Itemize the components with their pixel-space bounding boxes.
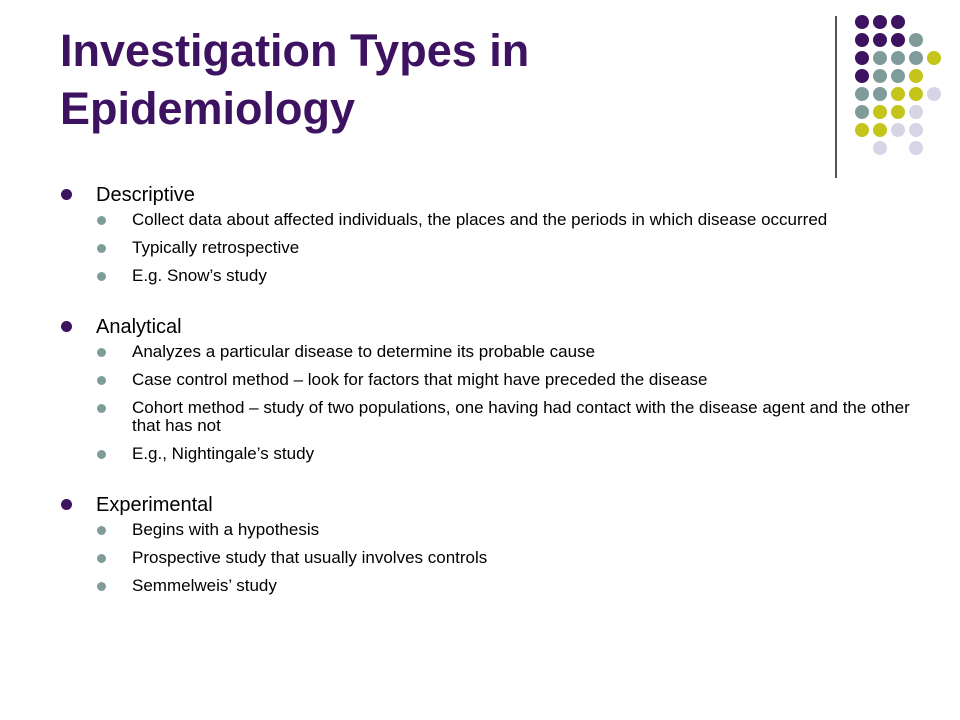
decorative-dot (873, 15, 887, 29)
decorative-dot (909, 123, 923, 137)
decorative-dot (909, 51, 923, 65)
slide-body (60, 183, 920, 625)
decorative-dot (909, 69, 923, 83)
decorative-dot (855, 105, 869, 119)
decorative-dot (927, 87, 941, 101)
section-heading: Analytical (60, 315, 920, 339)
bullet-item: Prospective study that usually involves controls (60, 549, 920, 567)
decorative-dot (891, 123, 905, 137)
decorative-dot (873, 141, 887, 155)
decorative-dot (891, 51, 905, 65)
decorative-dot (873, 123, 887, 137)
decorative-dot (891, 105, 905, 119)
decorative-dot (855, 51, 869, 65)
bullet-item: E.g. Snow’s study (60, 267, 920, 285)
decorative-dot (855, 15, 869, 29)
bullet-item: Analyzes a particular disease to determine its probable cause (60, 343, 920, 361)
bullet-item: Begins with a hypothesis (60, 521, 920, 539)
decorative-dot (909, 87, 923, 101)
decorative-dot (873, 105, 887, 119)
slide-title-line-2: Epidemiology (60, 83, 356, 134)
decorative-dot (891, 87, 905, 101)
bullet-list (60, 343, 920, 463)
vertical-divider (835, 16, 837, 178)
decorative-dot (873, 87, 887, 101)
decorative-dot (891, 69, 905, 83)
decorative-dot (909, 141, 923, 155)
decorative-dot (927, 51, 941, 65)
decorative-dot (891, 33, 905, 47)
decorative-dot (855, 87, 869, 101)
bullet-list (60, 521, 920, 595)
section-heading: Descriptive (60, 183, 920, 207)
decorative-dot (855, 123, 869, 137)
decorative-dot (891, 15, 905, 29)
bullet-item: Case control method – look for factors that might have preceded the disease (60, 371, 920, 389)
decorative-dot (909, 33, 923, 47)
section-experimental (60, 493, 920, 595)
bullet-item: E.g., Nightingale’s study (60, 445, 920, 463)
section-descriptive (60, 183, 920, 285)
decorative-dot (873, 51, 887, 65)
decorative-dot (909, 105, 923, 119)
slide-title-line-1: Investigation Types in (60, 25, 530, 76)
decorative-dot (855, 69, 869, 83)
bullet-list (60, 211, 920, 285)
bullet-item: Cohort method – study of two populations, one having had contact with the disease agent and the other that has not (60, 399, 920, 435)
slide-title (60, 22, 800, 138)
decorative-dot (873, 69, 887, 83)
decorative-dot (855, 33, 869, 47)
section-analytical (60, 315, 920, 463)
bullet-item: Typically retrospective (60, 239, 920, 257)
bullet-item: Collect data about affected individuals, the places and the periods in which disease occurred (60, 211, 920, 229)
section-heading: Experimental (60, 493, 920, 517)
decorative-dot (873, 33, 887, 47)
bullet-item: Semmelweis’ study (60, 577, 920, 595)
